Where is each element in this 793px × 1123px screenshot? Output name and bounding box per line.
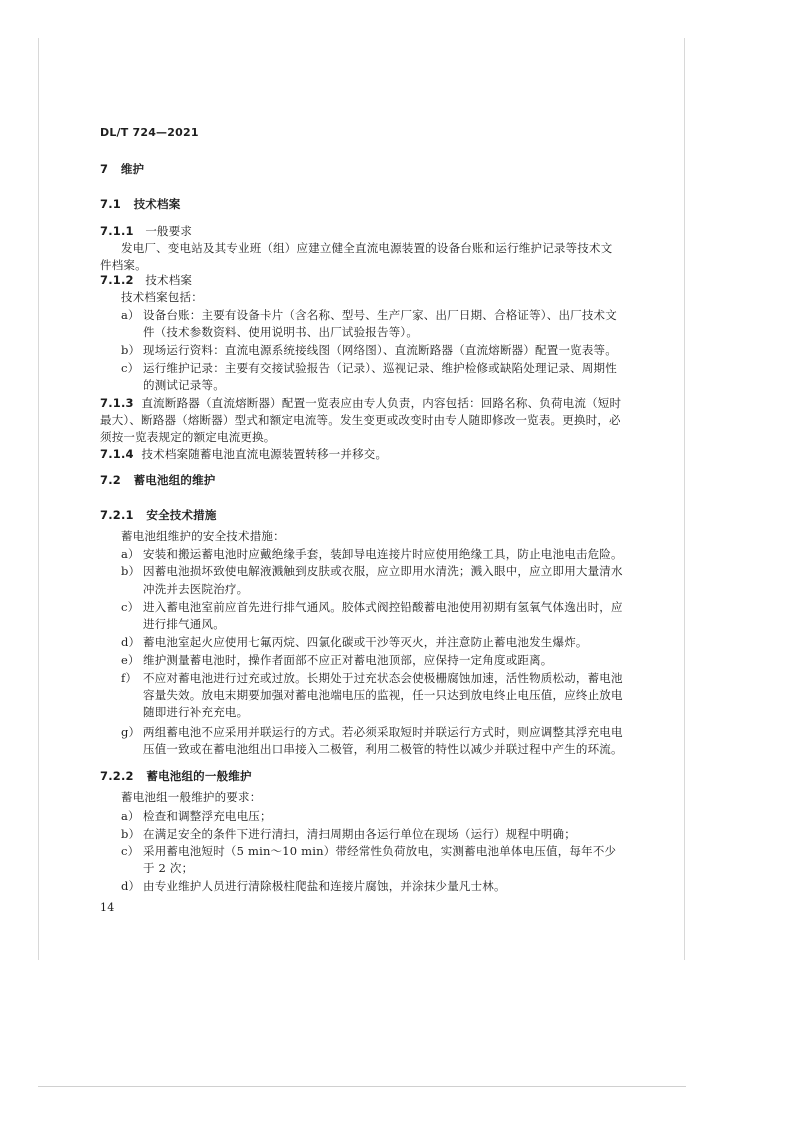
page-number: 14 [100, 901, 115, 914]
list-item [121, 843, 616, 859]
clause-title: 一般要求 [145, 224, 193, 238]
list-intro: 技术档案包括： [121, 290, 203, 304]
section-7-1-heading [100, 196, 180, 212]
list-item-text: 安装和搬运蓄电池时应戴绝缘手套，装卸导电连接片时应使用绝缘工具，防止电池电击危险。 [143, 547, 623, 561]
list-item-continuation: 件（技术参数资料、使用说明书、出厂试验报告等）。 [143, 325, 419, 339]
section-title: 维护 [120, 162, 145, 176]
clause-number: 7.1.3 [100, 396, 134, 410]
section-number: 7 [100, 162, 109, 176]
list-marker: b） [121, 343, 141, 357]
list-item-text: 蓄电池室起火应使用七氟丙烷、四氯化碳或干沙等灭火，并注意防止蓄电池发生爆炸。 [143, 635, 588, 649]
list-marker: c） [121, 844, 140, 858]
list-marker: a） [121, 547, 140, 561]
list-item-text: 现场运行资料：直流电源系统接线图（网络图）、直流断路器（直流熔断器）配置一览表等。 [143, 343, 617, 357]
left-margin-line [38, 38, 39, 960]
list-marker: c） [121, 361, 140, 375]
list-intro: 蓄电池组维护的安全技术措施： [121, 529, 285, 543]
list-item-text: 维护测量蓄电池时，操作者面部不应正对蓄电池顶部，应保持一定角度或距离。 [143, 653, 553, 667]
list-marker: e） [121, 653, 140, 667]
clause-title: 蓄电池组的一般维护 [146, 769, 252, 783]
list-item-continuation: 进行排气通风。 [143, 617, 225, 631]
paragraph-line: 须按一览表规定的额定电流更换。 [100, 430, 276, 444]
list-intro: 蓄电池组一般维护的要求： [121, 790, 262, 804]
clause-number: 7.2.1 [100, 508, 134, 522]
list-marker: a） [121, 308, 140, 322]
list-item-text: 运行维护记录：主要有交接试验报告（记录）、巡视记录、维护检修或缺陷处理记录、周期性 [143, 361, 617, 375]
section-title: 蓄电池组的维护 [133, 473, 216, 487]
section-7-heading [100, 161, 144, 177]
paragraph-line: 技术档案随蓄电池直流电源装置转移一并移交。 [141, 447, 388, 461]
list-item [121, 670, 623, 686]
list-item [121, 360, 617, 376]
list-item-continuation: 随即进行补充充电。 [143, 705, 249, 719]
list-item-text: 设备台账：主要有设备卡片（含名称、型号、生产厂家、出厂日期、合格证等）、出厂技术文 [143, 308, 617, 322]
list-item-continuation: 于 2 次； [143, 861, 194, 875]
list-item [121, 599, 623, 615]
list-item [121, 634, 588, 650]
clause-number: 7.1.2 [100, 273, 134, 287]
list-marker: g） [121, 725, 141, 739]
list-item [121, 546, 623, 562]
list-item-continuation: 容量失效。放电末期要加强对蓄电池端电压的监视，任一只达到放电终止电压值，应终止放电 [143, 688, 623, 702]
clause-7-1-3 [100, 395, 621, 411]
standard-number: DL/T 724—2021 [100, 126, 199, 139]
list-item-text: 因蓄电池损坏致使电解液溅触到皮肤或衣服，应立即用水清洗；溅入眼中，应立即用大量清水 [143, 564, 623, 578]
clause-7-2-1-heading [100, 507, 217, 523]
list-marker: f） [121, 671, 138, 685]
list-marker: d） [121, 635, 141, 649]
list-marker: c） [121, 600, 140, 614]
section-title: 技术档案 [133, 197, 181, 211]
list-item-continuation: 的测试记录等。 [143, 378, 225, 392]
list-item-text: 检查和调整浮充电电压； [143, 809, 272, 823]
clause-title: 安全技术措施 [146, 508, 217, 522]
list-item [121, 808, 272, 824]
section-7-2-heading [100, 472, 216, 488]
clause-7-1-2-heading [100, 272, 192, 288]
list-marker: a） [121, 809, 140, 823]
clause-7-1-4 [100, 446, 387, 462]
paragraph-line: 直流断路器（直流熔断器）配置一览表应由专人负责，内容包括：回路名称、负荷电流（短时 [141, 396, 622, 410]
list-marker: b） [121, 564, 141, 578]
list-item-text: 不应对蓄电池进行过充或过放。长期处于过充状态会使极栅腐蚀加速，活性物质松动，蓄电池 [143, 671, 623, 685]
clause-7-1-1-heading [100, 223, 192, 239]
list-item [121, 307, 617, 323]
paragraph-line: 最大）、断路器（熔断器）型式和额定电流等。发生变更或改变时由专人随即修改一览表。更换时，必 [100, 413, 621, 427]
list-item [121, 652, 553, 668]
list-marker: d） [121, 879, 141, 893]
list-item-continuation: 压值一致或在蓄电池组出口串接入二极管，利用二极管的特性以减少并联过程中产生的环流。 [143, 742, 623, 756]
list-item-continuation: 冲洗并去医院治疗。 [143, 582, 249, 596]
list-item-text: 两组蓄电池不应采用并联运行的方式。若必须采取短时并联运行方式时，则应调整其浮充电电 [143, 725, 623, 739]
clause-number: 7.1.4 [100, 447, 134, 461]
paragraph-line: 件档案。 [100, 258, 147, 272]
list-item-text: 在满足安全的条件下进行清扫，清扫周期由各运行单位在现场（运行）规程中明确； [143, 827, 576, 841]
list-item [121, 342, 617, 358]
list-item [121, 724, 623, 740]
list-item-text: 采用蓄电池短时（5 min～10 min）带经常性负荷放电，实测蓄电池单体电压值，每年不少 [143, 844, 617, 858]
section-number: 7.2 [100, 473, 121, 487]
list-item [121, 878, 506, 894]
section-number: 7.1 [100, 197, 121, 211]
list-item-text: 进入蓄电池室前应首先进行排气通风。胶体式阀控铅酸蓄电池使用初期有氢氧气体逸出时，应 [143, 600, 623, 614]
paragraph-line: 发电厂、变电站及其专业班（组）应建立健全直流电源装置的设备台账和运行维护记录等技术文 [121, 241, 613, 255]
bottom-rule [38, 1086, 686, 1087]
clause-title: 技术档案 [145, 273, 193, 287]
list-item-text: 由专业维护人员进行清除极柱爬盐和连接片腐蚀，并涂抹少量凡士林。 [143, 879, 506, 893]
clause-7-2-2-heading [100, 768, 252, 784]
right-margin-line [684, 38, 685, 960]
clause-number: 7.1.1 [100, 224, 134, 238]
list-item [121, 563, 623, 579]
list-item [121, 826, 576, 842]
clause-number: 7.2.2 [100, 769, 134, 783]
list-marker: b） [121, 827, 141, 841]
